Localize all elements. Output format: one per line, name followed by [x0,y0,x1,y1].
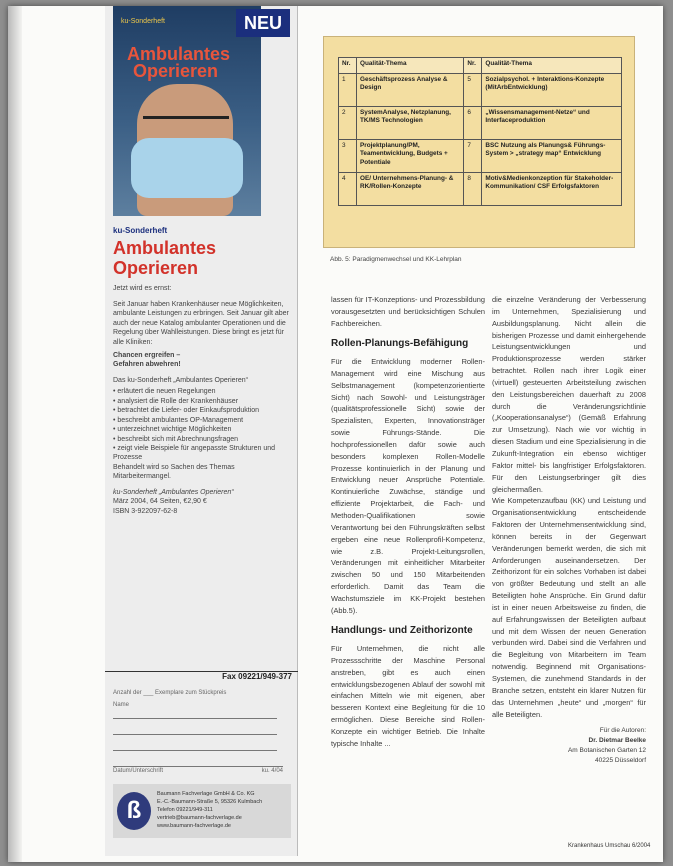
ad-strong-line1: Chancen ergreifen – [113,352,181,360]
ad-kicker: ku-Sonderheft [113,226,168,235]
fax-number: Fax 09221/949-377 [105,671,298,683]
list-item: • betrachtet die Liefer- oder Einkaufsproduktion [113,406,291,415]
list-item: • zeigt viele Beispiele für angepasste Strukturen und Prozesse [113,444,291,463]
form-field-line[interactable] [113,734,277,735]
table-cell: 2 [339,107,357,140]
page-footer: Krankenhaus Umschau 6/2004 [568,843,651,849]
header-cell: Nr. [339,58,357,74]
ad-lead: Jetzt wird es ernst: [113,285,172,293]
publisher-box [113,784,291,838]
section-heading: Handlungs- und Zeithorizonte [331,624,473,636]
publisher-logo-icon: ß [117,792,151,830]
cover-image [113,6,261,216]
ad-text-block [113,226,291,516]
publisher-line: E.-C.-Baumann-Straße 5, 95326 Kulmbach [157,799,263,805]
order-isbn: ISBN 3-922097-62-8 [113,507,178,515]
ad-list-intro: Das ku-Sonderheft „Ambulantes Operieren“ [113,376,249,384]
table-cell: BSC Nutzung als Planungs& Führungs-System > „strategy map“ Entwicklung [482,140,622,173]
new-badge: NEU [236,9,290,37]
article-paragraph: lassen für IT-Konzeptions- und Prozessbildung vorausgesetzten und berücksichtigen Schulen Fachbereichen. [331,295,485,328]
figure-table-box [323,36,635,248]
list-item: • unterzeichnet wichtige Möglichkeiten [113,425,291,434]
header-cell: Qualität-Thema [357,58,464,74]
article-paragraph: die einzelne Veränderung der Verbesserung im Unternehmen, Spezialisierung und Ausbildungsplanung. Nicht allein die bisherigen Prozesse und damit einhergehende Leistungsentwicklungen und Produktionsprozesse werden stärker betrachtet. Rollen nach ihrer Logik einer (virtuell) gesteuerten Arbeitsteilung zwischen den Leistungsbereichen dauerhaft zu 2008 durch die Veränderungsrichtlinie („Kooperationsanalyse“) (Gemäß Erfahrung zur Umsetzung). Nach wie vor wichtig in diesen Stadium und eine Spezialisierung in die Zukunft-Integration ein ebenso wichtiger Faktor mittel- bis langfristiger Erfolgsfaktoren. Für den Leistungserbringer gilt dies gleichermaßen. [492,295,646,494]
table-cell: 3 [339,140,357,173]
cover-title-line1: Ambulantes [127,44,231,64]
list-item: • analysiert die Rolle der Krankenhäuser [113,397,291,406]
table-cell: 4 [339,173,357,206]
article-paragraph: Für die Entwicklung moderner Rollen-Management wird eine Mischung aus Selbstmanagement (kompetenzorientierte Sicht) nach Sowohl- und Leistungsträger (qualitätsprofessionelle Sicht) sowie der Spezialisten, Experten, Innovationsträger sowie Führungs-Stände. Die hochprofessionellen dafür sowie auch besonders komplexen Rollen-Modelle Prozesse kontinuierlich in der Planung und Entwicklung neuer Ansprüche Potentiale. Kontinuierliche Zuwächse, ständige und effiziente Projektarbeit, die Fach- und Methoden-Qualifikationen sowie Verantwortung bei den Führungskräften selbst ergeben eine neue Rollenprofil-Kompetenz, wie z.B. Projekt-Leitungsrollen, Veränderungen mit einheitlicher Mitarbeiter zwischen 50 und 150 Mitarbeitenden erforderlich. Damit das Team die Wachstumsziele im KK-Projekt bestehen (Abb.5). [331,357,485,615]
name-label: Name [113,702,130,708]
order-form-labels [113,687,291,711]
table-cell: Motiv&Medienkonzeption für Stakeholder- Kommunikation/ CSF Erfolgsfaktoren [482,173,622,206]
table-row [339,173,622,206]
page-spine-shadow [8,6,22,862]
table-cell: 7 [464,140,482,173]
signature-row [113,766,283,774]
header-cell: Nr. [464,58,482,74]
publisher-line: Baumann Fachverlage GmbH & Co. KG [157,791,255,797]
list-item: • beschreibt sich mit Abrechnungsfragen [113,435,291,444]
signature-code: ku. 4/04 [261,768,283,774]
figure-caption: Abb. 5: Paradigmenwechsel und KK-Lehrplan [330,256,462,263]
quantity-label: Anzahl der ___ Exemplare zum Stückpreis [113,690,227,696]
table-cell: 5 [464,74,482,107]
publisher-line: vertrieb@baumann-fachverlage.de [157,815,242,821]
quality-topics-table [338,57,622,206]
ad-headline-line2: Operieren [113,257,199,278]
order-title: ku-Sonderheft „Ambulantes Operieren“ [113,488,234,496]
author-line: Für die Autoren: [599,727,646,735]
author-line: Dr. Dietmar Beelke [588,737,646,745]
table-cell: Geschäftsprozess Analyse & Design [357,74,464,107]
table-cell: OE/ Unternehmens-Planung- & RK/Rollen-Konzepte [357,173,464,206]
article-paragraph: Für Unternehmen, die nicht alle Prozessschritte der Maschine Personal anstreben, gibt es auch einen entwicklungsbezogenen Ablauf der sowohl mit einfachen Mitteln wie mit eigenen, aber besseren Kontext eine Begleitung für die 10 ermöglichen. Diese Bereiche sind Rollen-Konzepte ein wichtiger Betrieb. Die Inhalte typische Inhalte ... [331,644,485,748]
ad-headline-line1: Ambulantes [113,237,217,258]
surgical-mask [131,138,243,198]
form-field-line[interactable] [113,718,277,719]
ad-feature-list [113,387,291,463]
table-row [339,140,622,173]
table-cell: SystemAnalyse, Netzplanung, TK/MS Technologien [357,107,464,140]
table-cell: 1 [339,74,357,107]
table-cell: Projektplanung/PM, Teamentwicklung, Budgets + Potentiale [357,140,464,173]
cover-title-line2: Operieren [133,61,219,81]
author-line: 40225 Düsseldorf [595,756,646,764]
list-item: • erläutert die neuen Regelungen [113,387,291,396]
article-column-left [331,294,485,750]
article-column-right [492,294,646,765]
magazine-page [8,6,663,862]
table-cell: 8 [464,173,482,206]
table-cell: Sozialpsychol. + Interaktions-Konzepte (MitArbEntwicklung) [482,74,622,107]
ad-strong-line2: Gefahren abwehren! [113,361,181,369]
table-cell: „Wissensmanagement-Netze“ und Interfaceproduktion [482,107,622,140]
table-cell: 6 [464,107,482,140]
ad-headline [113,239,291,279]
advertisement-column [105,6,298,856]
author-block [492,726,646,765]
author-line: Am Botanischen Garten 12 [567,746,646,754]
publisher-line: Telefon 09221/949-311 [157,807,213,813]
list-item: • beschreibt ambulantes OP-Management [113,416,291,425]
signature-label: Datum/Unterschrift [113,768,164,774]
publisher-line: www.baumann-fachverlage.de [157,823,231,829]
table-row [339,74,622,107]
header-cell: Qualität-Thema [482,58,622,74]
form-field-line[interactable] [113,750,277,751]
ad-closing: Behandelt wird so Sachen des Themas Mitarbeitermangel. [113,463,235,481]
publisher-address [157,790,287,830]
table-row [339,107,622,140]
ad-paragraph: Seit Januar haben Krankenhäuser neue Möglichkeiten, ambulante Leistungen zu erbringen. Seit Januar gilt aber auch der neue Katalog ambulanter Operationen und die Regelung über Wahlleistungen. Diese bringt es jetzt für alle Kliniken: [113,300,289,346]
cover-subtitle: ku-Sonderheft [121,18,165,25]
article-paragraph: Wie Kompetenzaufbau (KK) und Leistung und Organisationsentwicklung entscheidende Faktoren der Unternehmensentwicklung sind, können bereits in der Gegenwart Veränderungen bemerkt werden, die sich mit Anforderungen auseinandersetzen. Der Zeithorizont für ein solches Vorhaben ist dabei von größter Bedeutung und stellt an alle Beteiligten hohe Ansprüche. Ein Grund dafür ist in einer neuen Arbeitsweise zu finden, die auf Erfahrungswissen der Beteiligten aufbaut und mit dem Wissen der neuen Generation verbunden wird. Dabei sind die Verfahren und die Begleitung von Mitarbeitern im Team notwendig. Beginnend mit Organisations-Systemen, die zunehmend Standards in der Branche setzen, entsteht ein klarer Nutzen für das Unternehmen „heute“ und „morgen“ für alle Beteiligten. [492,496,646,719]
order-details: März 2004, 64 Seiten, €2,90 € [113,498,207,506]
section-heading: Rollen-Planungs-Befähigung [331,337,469,349]
table-header-row [339,58,622,74]
glasses-frame [143,116,229,130]
